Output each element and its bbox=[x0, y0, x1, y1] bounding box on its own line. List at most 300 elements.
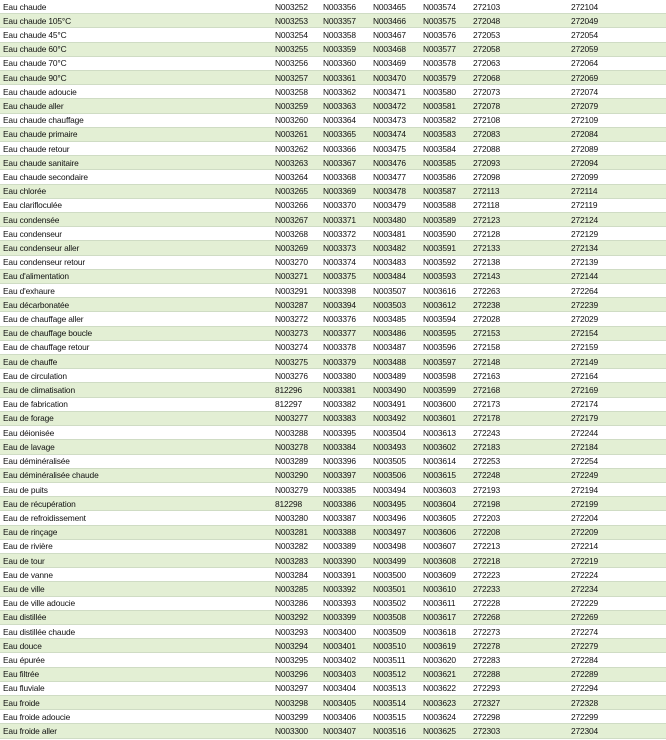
cell-code-3: N003514 bbox=[370, 695, 420, 709]
cell-fluid-name: Eau chaude bbox=[0, 0, 272, 14]
cell-fluid-name: Eau déminéralisée chaude bbox=[0, 468, 272, 482]
cell-fluid-name: Eau de chauffe bbox=[0, 355, 272, 369]
cell-code-2: N003393 bbox=[320, 596, 370, 610]
cell-fluid-name: Eau condenseur retour bbox=[0, 255, 272, 269]
table-row bbox=[0, 511, 666, 525]
cell-ref-1: 272243 bbox=[470, 426, 568, 440]
cell-fluid-name: Eau chaude chauffage bbox=[0, 113, 272, 127]
cell-code-2: N003400 bbox=[320, 624, 370, 638]
cell-ref-1: 272327 bbox=[470, 695, 568, 709]
cell-fluid-name: Eau filtrée bbox=[0, 667, 272, 681]
cell-code-3: N003498 bbox=[370, 539, 420, 553]
table-row bbox=[0, 610, 666, 624]
cell-fluid-name: Eau de puits bbox=[0, 482, 272, 496]
cell-code-1: N003282 bbox=[272, 539, 320, 553]
cell-code-4: N003588 bbox=[420, 198, 470, 212]
cell-fluid-name: Eau clarifloculée bbox=[0, 198, 272, 212]
cell-code-4: N003579 bbox=[420, 71, 470, 85]
cell-fluid-name: Eau d'exhaure bbox=[0, 284, 272, 298]
cell-code-1: N003273 bbox=[272, 326, 320, 340]
cell-code-3: N003482 bbox=[370, 241, 420, 255]
cell-code-2: N003407 bbox=[320, 724, 370, 738]
cell-ref-1: 272263 bbox=[470, 284, 568, 298]
cell-code-4: N003601 bbox=[420, 411, 470, 425]
cell-code-1: N003278 bbox=[272, 440, 320, 454]
cell-code-4: N003624 bbox=[420, 710, 470, 724]
cell-code-4: N003610 bbox=[420, 582, 470, 596]
cell-code-4: N003577 bbox=[420, 42, 470, 56]
cell-code-4: N003617 bbox=[420, 610, 470, 624]
table-row bbox=[0, 85, 666, 99]
cell-ref-1: 272248 bbox=[470, 468, 568, 482]
cell-ref-2: 272079 bbox=[568, 99, 666, 113]
cell-code-1: N003270 bbox=[272, 255, 320, 269]
cell-fluid-name: Eau chaude sanitaire bbox=[0, 156, 272, 170]
cell-code-2: N003362 bbox=[320, 85, 370, 99]
cell-code-1: N003295 bbox=[272, 653, 320, 667]
cell-ref-1: 272098 bbox=[470, 170, 568, 184]
cell-ref-2: 272214 bbox=[568, 539, 666, 553]
table-row bbox=[0, 624, 666, 638]
table-row bbox=[0, 695, 666, 709]
cell-fluid-name: Eau de chauffage boucle bbox=[0, 326, 272, 340]
cell-ref-1: 272218 bbox=[470, 553, 568, 567]
cell-code-1: N003263 bbox=[272, 156, 320, 170]
cell-code-4: N003582 bbox=[420, 113, 470, 127]
cell-fluid-name: Eau distillée chaude bbox=[0, 624, 272, 638]
cell-ref-2: 272294 bbox=[568, 681, 666, 695]
cell-ref-1: 272158 bbox=[470, 340, 568, 354]
cell-fluid-name: Eau de circulation bbox=[0, 369, 272, 383]
cell-ref-1: 272228 bbox=[470, 596, 568, 610]
cell-code-2: N003381 bbox=[320, 383, 370, 397]
cell-code-1: N003277 bbox=[272, 411, 320, 425]
cell-code-1: N003255 bbox=[272, 42, 320, 56]
cell-code-2: N003371 bbox=[320, 213, 370, 227]
cell-code-3: N003510 bbox=[370, 639, 420, 653]
cell-code-4: N003599 bbox=[420, 383, 470, 397]
cell-ref-2: 272304 bbox=[568, 724, 666, 738]
cell-code-4: N003602 bbox=[420, 440, 470, 454]
cell-code-3: N003466 bbox=[370, 14, 420, 28]
cell-ref-1: 272298 bbox=[470, 710, 568, 724]
cell-code-1: N003258 bbox=[272, 85, 320, 99]
cell-ref-1: 272103 bbox=[470, 0, 568, 14]
cell-ref-2: 272049 bbox=[568, 14, 666, 28]
cell-ref-2: 272264 bbox=[568, 284, 666, 298]
cell-code-1: N003293 bbox=[272, 624, 320, 638]
cell-code-2: N003384 bbox=[320, 440, 370, 454]
cell-ref-1: 272268 bbox=[470, 610, 568, 624]
table-row bbox=[0, 198, 666, 212]
cell-ref-1: 272088 bbox=[470, 142, 568, 156]
table-row bbox=[0, 411, 666, 425]
cell-ref-1: 272123 bbox=[470, 213, 568, 227]
table-row bbox=[0, 667, 666, 681]
cell-code-4: N003613 bbox=[420, 426, 470, 440]
table-row bbox=[0, 568, 666, 582]
table-row bbox=[0, 383, 666, 397]
cell-ref-1: 272183 bbox=[470, 440, 568, 454]
cell-ref-1: 272113 bbox=[470, 184, 568, 198]
cell-code-4: N003614 bbox=[420, 454, 470, 468]
cell-code-3: N003506 bbox=[370, 468, 420, 482]
cell-code-3: N003474 bbox=[370, 127, 420, 141]
cell-fluid-name: Eau froide aller bbox=[0, 724, 272, 738]
table-row bbox=[0, 156, 666, 170]
cell-ref-2: 272094 bbox=[568, 156, 666, 170]
cell-code-2: N003383 bbox=[320, 411, 370, 425]
cell-fluid-name: Eau de tour bbox=[0, 553, 272, 567]
cell-code-4: N003575 bbox=[420, 14, 470, 28]
cell-ref-1: 272118 bbox=[470, 198, 568, 212]
cell-code-4: N003587 bbox=[420, 184, 470, 198]
table-row bbox=[0, 113, 666, 127]
cell-ref-2: 272254 bbox=[568, 454, 666, 468]
cell-code-4: N003598 bbox=[420, 369, 470, 383]
cell-fluid-name: Eau de refroidissement bbox=[0, 511, 272, 525]
cell-code-3: N003470 bbox=[370, 71, 420, 85]
cell-code-3: N003468 bbox=[370, 42, 420, 56]
cell-ref-1: 272273 bbox=[470, 624, 568, 638]
cell-code-4: N003606 bbox=[420, 525, 470, 539]
cell-code-2: N003398 bbox=[320, 284, 370, 298]
cell-ref-1: 272058 bbox=[470, 42, 568, 56]
cell-code-4: N003595 bbox=[420, 326, 470, 340]
cell-code-1: N003298 bbox=[272, 695, 320, 709]
cell-ref-2: 272104 bbox=[568, 0, 666, 14]
table-row bbox=[0, 326, 666, 340]
cell-code-4: N003620 bbox=[420, 653, 470, 667]
cell-code-4: N003597 bbox=[420, 355, 470, 369]
cell-ref-1: 272053 bbox=[470, 28, 568, 42]
cell-code-1: N003272 bbox=[272, 312, 320, 326]
cell-code-3: N003511 bbox=[370, 653, 420, 667]
cell-ref-2: 272234 bbox=[568, 582, 666, 596]
cell-code-3: N003509 bbox=[370, 624, 420, 638]
cell-fluid-name: Eau chaude 90°C bbox=[0, 71, 272, 85]
table-row bbox=[0, 42, 666, 56]
cell-ref-1: 272233 bbox=[470, 582, 568, 596]
cell-code-2: N003375 bbox=[320, 269, 370, 283]
cell-code-4: N003583 bbox=[420, 127, 470, 141]
cell-code-2: N003376 bbox=[320, 312, 370, 326]
cell-code-3: N003499 bbox=[370, 553, 420, 567]
table-row bbox=[0, 142, 666, 156]
cell-fluid-name: Eau déionisée bbox=[0, 426, 272, 440]
cell-code-2: N003402 bbox=[320, 653, 370, 667]
table-row bbox=[0, 213, 666, 227]
table-row bbox=[0, 298, 666, 312]
cell-ref-1: 272138 bbox=[470, 255, 568, 269]
cell-ref-1: 272303 bbox=[470, 724, 568, 738]
cell-code-4: N003600 bbox=[420, 397, 470, 411]
cell-ref-2: 272204 bbox=[568, 511, 666, 525]
cell-code-2: N003378 bbox=[320, 340, 370, 354]
cell-code-2: N003361 bbox=[320, 71, 370, 85]
cell-code-4: N003584 bbox=[420, 142, 470, 156]
cell-code-2: N003396 bbox=[320, 454, 370, 468]
table-row bbox=[0, 596, 666, 610]
cell-code-4: N003612 bbox=[420, 298, 470, 312]
cell-code-1: N003256 bbox=[272, 56, 320, 70]
cell-code-3: N003491 bbox=[370, 397, 420, 411]
cell-code-3: N003480 bbox=[370, 213, 420, 227]
cell-code-2: N003372 bbox=[320, 227, 370, 241]
cell-code-1: N003290 bbox=[272, 468, 320, 482]
cell-code-2: N003390 bbox=[320, 553, 370, 567]
cell-ref-2: 272159 bbox=[568, 340, 666, 354]
cell-code-3: N003504 bbox=[370, 426, 420, 440]
cell-fluid-name: Eau de climatisation bbox=[0, 383, 272, 397]
cell-code-3: N003485 bbox=[370, 312, 420, 326]
table-row bbox=[0, 653, 666, 667]
cell-fluid-name: Eau de ville adoucie bbox=[0, 596, 272, 610]
cell-ref-1: 272148 bbox=[470, 355, 568, 369]
cell-fluid-name: Eau de rivière bbox=[0, 539, 272, 553]
cell-fluid-name: Eau distillée bbox=[0, 610, 272, 624]
cell-code-2: N003357 bbox=[320, 14, 370, 28]
cell-code-1: N003262 bbox=[272, 142, 320, 156]
cell-fluid-name: Eau chaude 105°C bbox=[0, 14, 272, 28]
cell-code-3: N003513 bbox=[370, 681, 420, 695]
cell-code-3: N003475 bbox=[370, 142, 420, 156]
cell-code-1: N003257 bbox=[272, 71, 320, 85]
cell-code-1: N003269 bbox=[272, 241, 320, 255]
cell-code-1: N003300 bbox=[272, 724, 320, 738]
cell-ref-1: 272073 bbox=[470, 85, 568, 99]
cell-ref-2: 272299 bbox=[568, 710, 666, 724]
cell-code-1: N003285 bbox=[272, 582, 320, 596]
cell-code-2: N003382 bbox=[320, 397, 370, 411]
cell-fluid-name: Eau épurée bbox=[0, 653, 272, 667]
cell-fluid-name: Eau fluviale bbox=[0, 681, 272, 695]
cell-ref-2: 272089 bbox=[568, 142, 666, 156]
cell-ref-2: 272328 bbox=[568, 695, 666, 709]
table-row bbox=[0, 710, 666, 724]
table-row bbox=[0, 312, 666, 326]
cell-ref-2: 272244 bbox=[568, 426, 666, 440]
cell-code-2: N003395 bbox=[320, 426, 370, 440]
cell-code-4: N003581 bbox=[420, 99, 470, 113]
cell-code-3: N003478 bbox=[370, 184, 420, 198]
cell-ref-2: 272179 bbox=[568, 411, 666, 425]
table-row bbox=[0, 127, 666, 141]
cell-code-3: N003508 bbox=[370, 610, 420, 624]
cell-ref-2: 272269 bbox=[568, 610, 666, 624]
cell-code-3: N003493 bbox=[370, 440, 420, 454]
cell-code-2: N003405 bbox=[320, 695, 370, 709]
cell-code-2: N003364 bbox=[320, 113, 370, 127]
cell-code-2: N003401 bbox=[320, 639, 370, 653]
cell-code-4: N003576 bbox=[420, 28, 470, 42]
cell-fluid-name: Eau chaude 70°C bbox=[0, 56, 272, 70]
cell-code-4: N003609 bbox=[420, 568, 470, 582]
cell-code-3: N003473 bbox=[370, 113, 420, 127]
cell-code-3: N003490 bbox=[370, 383, 420, 397]
cell-code-2: N003403 bbox=[320, 667, 370, 681]
cell-code-3: N003487 bbox=[370, 340, 420, 354]
cell-code-2: N003370 bbox=[320, 198, 370, 212]
cell-code-3: N003502 bbox=[370, 596, 420, 610]
cell-code-3: N003492 bbox=[370, 411, 420, 425]
table-row bbox=[0, 71, 666, 85]
cell-code-4: N003590 bbox=[420, 227, 470, 241]
cell-code-3: N003489 bbox=[370, 369, 420, 383]
cell-ref-2: 272139 bbox=[568, 255, 666, 269]
cell-ref-1: 272203 bbox=[470, 511, 568, 525]
cell-fluid-name: Eau chaude adoucie bbox=[0, 85, 272, 99]
table-row bbox=[0, 681, 666, 695]
cell-code-1: N003280 bbox=[272, 511, 320, 525]
cell-code-4: N003621 bbox=[420, 667, 470, 681]
cell-code-2: N003387 bbox=[320, 511, 370, 525]
cell-code-3: N003512 bbox=[370, 667, 420, 681]
cell-code-1: N003291 bbox=[272, 284, 320, 298]
cell-ref-2: 272084 bbox=[568, 127, 666, 141]
cell-ref-2: 272144 bbox=[568, 269, 666, 283]
cell-fluid-name: Eau condenseur bbox=[0, 227, 272, 241]
cell-code-4: N003616 bbox=[420, 284, 470, 298]
cell-code-3: N003484 bbox=[370, 269, 420, 283]
cell-code-3: N003471 bbox=[370, 85, 420, 99]
cell-ref-1: 272173 bbox=[470, 397, 568, 411]
cell-fluid-name: Eau de rinçage bbox=[0, 525, 272, 539]
cell-ref-1: 272238 bbox=[470, 298, 568, 312]
cell-code-1: N003271 bbox=[272, 269, 320, 283]
table-row bbox=[0, 582, 666, 596]
cell-ref-2: 272219 bbox=[568, 553, 666, 567]
cell-code-1: 812297 bbox=[272, 397, 320, 411]
table-row bbox=[0, 241, 666, 255]
cell-ref-1: 272108 bbox=[470, 113, 568, 127]
cell-ref-1: 272128 bbox=[470, 227, 568, 241]
cell-ref-2: 272069 bbox=[568, 71, 666, 85]
cell-code-1: N003284 bbox=[272, 568, 320, 582]
cell-ref-2: 272199 bbox=[568, 497, 666, 511]
cell-ref-1: 272168 bbox=[470, 383, 568, 397]
cell-ref-1: 272283 bbox=[470, 653, 568, 667]
cell-fluid-name: Eau de chauffage retour bbox=[0, 340, 272, 354]
cell-ref-1: 272208 bbox=[470, 525, 568, 539]
cell-code-2: N003366 bbox=[320, 142, 370, 156]
cell-fluid-name: Eau chaude aller bbox=[0, 99, 272, 113]
cell-code-4: N003585 bbox=[420, 156, 470, 170]
cell-code-1: N003267 bbox=[272, 213, 320, 227]
cell-code-3: N003505 bbox=[370, 454, 420, 468]
cell-ref-1: 272288 bbox=[470, 667, 568, 681]
table-row bbox=[0, 454, 666, 468]
cell-ref-1: 272083 bbox=[470, 127, 568, 141]
cell-code-2: N003358 bbox=[320, 28, 370, 42]
table-row bbox=[0, 724, 666, 738]
cell-code-4: N003618 bbox=[420, 624, 470, 638]
cell-code-1: N003281 bbox=[272, 525, 320, 539]
cell-code-1: N003279 bbox=[272, 482, 320, 496]
cell-fluid-name: Eau de lavage bbox=[0, 440, 272, 454]
cell-code-3: N003501 bbox=[370, 582, 420, 596]
table-row bbox=[0, 184, 666, 198]
cell-fluid-name: Eau chaude retour bbox=[0, 142, 272, 156]
table-row bbox=[0, 14, 666, 28]
table-row bbox=[0, 468, 666, 482]
cell-code-3: N003494 bbox=[370, 482, 420, 496]
table-row bbox=[0, 355, 666, 369]
table-row bbox=[0, 482, 666, 496]
cell-ref-1: 272063 bbox=[470, 56, 568, 70]
cell-ref-2: 272129 bbox=[568, 227, 666, 241]
cell-code-1: N003289 bbox=[272, 454, 320, 468]
cell-code-3: N003472 bbox=[370, 99, 420, 113]
cell-code-3: N003500 bbox=[370, 568, 420, 582]
table-row bbox=[0, 369, 666, 383]
cell-code-2: N003368 bbox=[320, 170, 370, 184]
cell-ref-2: 272284 bbox=[568, 653, 666, 667]
cell-ref-1: 272078 bbox=[470, 99, 568, 113]
cell-code-4: N003605 bbox=[420, 511, 470, 525]
cell-code-3: N003495 bbox=[370, 497, 420, 511]
cell-fluid-name: Eau douce bbox=[0, 639, 272, 653]
table-row bbox=[0, 269, 666, 283]
cell-code-4: N003574 bbox=[420, 0, 470, 14]
cell-ref-2: 272109 bbox=[568, 113, 666, 127]
cell-ref-2: 272209 bbox=[568, 525, 666, 539]
cell-code-2: N003360 bbox=[320, 56, 370, 70]
cell-code-2: N003392 bbox=[320, 582, 370, 596]
cell-fluid-name: Eau déminéralisée bbox=[0, 454, 272, 468]
cell-code-4: N003589 bbox=[420, 213, 470, 227]
cell-code-4: N003625 bbox=[420, 724, 470, 738]
cell-ref-2: 272174 bbox=[568, 397, 666, 411]
table-row bbox=[0, 539, 666, 553]
cell-ref-2: 272169 bbox=[568, 383, 666, 397]
cell-fluid-name: Eau condensée bbox=[0, 213, 272, 227]
cell-code-4: N003593 bbox=[420, 269, 470, 283]
cell-code-3: N003465 bbox=[370, 0, 420, 14]
cell-fluid-name: Eau décarbonatée bbox=[0, 298, 272, 312]
cell-code-3: N003486 bbox=[370, 326, 420, 340]
table-row bbox=[0, 340, 666, 354]
cell-fluid-name: Eau de forage bbox=[0, 411, 272, 425]
cell-code-3: N003467 bbox=[370, 28, 420, 42]
cell-code-1: N003264 bbox=[272, 170, 320, 184]
cell-fluid-name: Eau de chauffage aller bbox=[0, 312, 272, 326]
cell-code-4: N003592 bbox=[420, 255, 470, 269]
table-row bbox=[0, 497, 666, 511]
cell-code-1: N003266 bbox=[272, 198, 320, 212]
table-row bbox=[0, 639, 666, 653]
cell-code-3: N003497 bbox=[370, 525, 420, 539]
cell-ref-1: 272278 bbox=[470, 639, 568, 653]
table-row bbox=[0, 440, 666, 454]
cell-ref-2: 272249 bbox=[568, 468, 666, 482]
cell-code-1: N003294 bbox=[272, 639, 320, 653]
cell-fluid-name: Eau de fabrication bbox=[0, 397, 272, 411]
cell-fluid-name: Eau de ville bbox=[0, 582, 272, 596]
cell-ref-2: 272239 bbox=[568, 298, 666, 312]
cell-ref-2: 272059 bbox=[568, 42, 666, 56]
cell-code-1: N003292 bbox=[272, 610, 320, 624]
cell-ref-1: 272163 bbox=[470, 369, 568, 383]
cell-ref-2: 272134 bbox=[568, 241, 666, 255]
cell-fluid-name: Eau chaude 60°C bbox=[0, 42, 272, 56]
cell-code-2: N003363 bbox=[320, 99, 370, 113]
cell-ref-1: 272048 bbox=[470, 14, 568, 28]
cell-code-1: N003297 bbox=[272, 681, 320, 695]
table-row bbox=[0, 525, 666, 539]
cell-code-2: N003394 bbox=[320, 298, 370, 312]
cell-code-2: N003365 bbox=[320, 127, 370, 141]
